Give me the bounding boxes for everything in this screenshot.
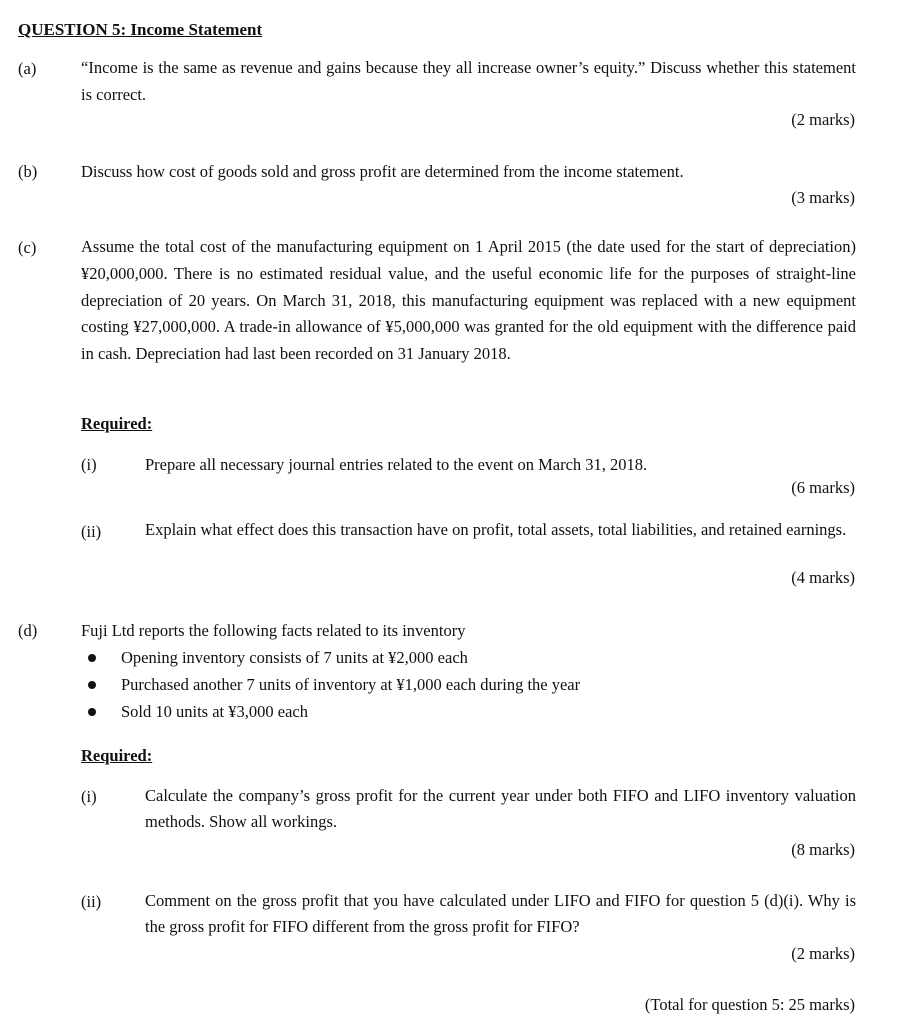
part-d-required-heading: Required: bbox=[81, 746, 153, 765]
part-d-intro: Fuji Ltd reports the following facts related to its inventory bbox=[81, 621, 466, 640]
part-a-text: “Income is the same as revenue and gains because they all increase owner’s equity.” Discuss whether this statement is correct. bbox=[81, 58, 856, 104]
part-a-label: (a) bbox=[18, 59, 37, 78]
part-c-ii-text: Explain what effect does this transaction have on profit, total assets, total liabilities, and retained earnings. bbox=[145, 520, 847, 539]
part-b-text: Discuss how cost of goods sold and gross profit are determined from the income statement. bbox=[81, 162, 684, 181]
part-d-bullet-1: Opening inventory consists of 7 units at ¥2,000 each bbox=[121, 648, 468, 667]
question-total-marks: (Total for question 5: 25 marks) bbox=[644, 995, 855, 1014]
part-d-ii-text: Comment on the gross profit that you have calculated under LIFO and FIFO for question 5 (d)(i). Why is the gross profit for FIFO different from the gross profit for FIFO? bbox=[145, 891, 856, 936]
part-d-ii-marks: (2 marks) bbox=[791, 944, 855, 963]
part-d-ii-label: (ii) bbox=[81, 892, 102, 911]
part-d-i-text: Calculate the company’s gross profit for the current year under both FIFO and LIFO inventory valuation methods. Show all workings. bbox=[145, 786, 856, 831]
bullet-dot bbox=[88, 708, 96, 716]
part-c-i-text: Prepare all necessary journal entries related to the event on March 31, 2018. bbox=[145, 455, 648, 474]
part-c-i-label: (i) bbox=[81, 455, 97, 474]
part-d-bullet-2: Purchased another 7 units of inventory at ¥1,000 each during the year bbox=[121, 675, 581, 694]
part-c-required-heading: Required: bbox=[81, 414, 153, 433]
part-c-label: (c) bbox=[18, 238, 37, 257]
part-c-ii-marks: (4 marks) bbox=[791, 568, 855, 587]
part-d-label: (d) bbox=[18, 621, 38, 640]
part-b-marks: (3 marks) bbox=[791, 188, 855, 207]
part-c-ii-label: (ii) bbox=[81, 522, 102, 541]
part-c-i-marks: (6 marks) bbox=[791, 478, 855, 497]
part-d-bullet-3: Sold 10 units at ¥3,000 each bbox=[121, 702, 308, 721]
part-d-i-label: (i) bbox=[81, 787, 97, 806]
part-b-label: (b) bbox=[18, 162, 38, 181]
question-title: QUESTION 5: Income Statement bbox=[18, 20, 263, 39]
part-a-marks: (2 marks) bbox=[791, 110, 855, 129]
part-d-i-marks: (8 marks) bbox=[791, 840, 855, 859]
bullet-dot bbox=[88, 654, 96, 662]
part-c-text: Assume the total cost of the manufacturing equipment on 1 April 2015 (the date used for the start of depreciation) ¥20,000,000. There is no estimated residual value, and the useful economic life for the purposes of straight-line depreciation of 20 years. On March 31, 2018, this manufacturing equipment was replaced with a new equipment costing ¥27,000,000. A trade-in allowance of ¥5,000,000 was granted for the old equipment with the difference paid in cash. Depreciation had last been recorded on 31 January 2018. bbox=[81, 237, 856, 364]
bullet-dot bbox=[88, 681, 96, 689]
